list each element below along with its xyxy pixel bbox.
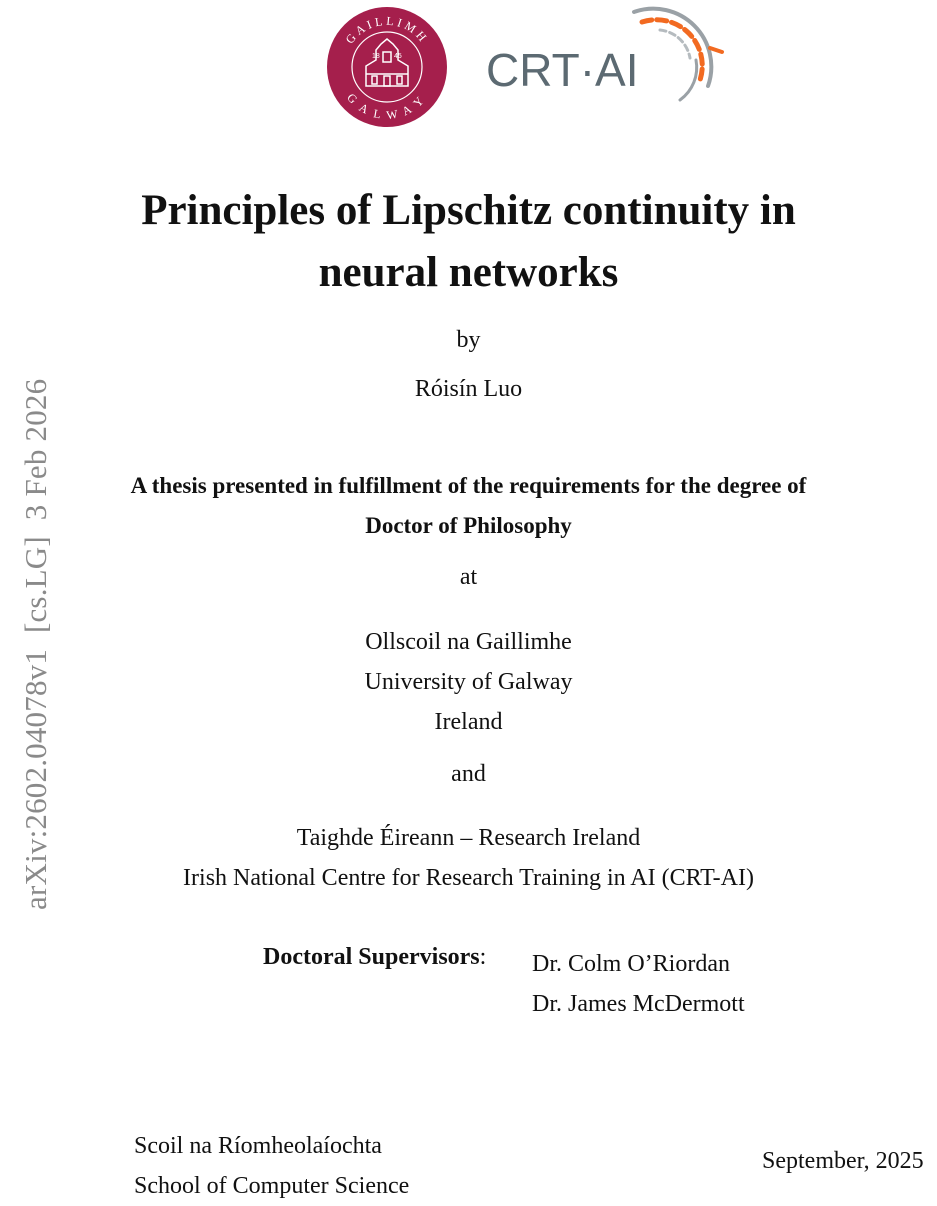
svg-text:GAILLIMH: GAILLIMH (342, 13, 432, 47)
svg-text:45: 45 (394, 53, 402, 60)
title-line-1: Principles of Lipschitz continuity in (141, 187, 796, 234)
institution-research (0, 818, 937, 898)
supervisors-label: Doctoral Supervisors: (263, 944, 487, 970)
arxiv-identifier: arXiv:2602.04078v1 [cs.LG] 3 Feb 2026 (18, 378, 53, 910)
institution-university (0, 622, 937, 742)
research-centre: Irish National Centre for Research Training in AI (CRT-AI) (183, 865, 754, 891)
school-name (134, 1126, 409, 1206)
by-text: by (456, 327, 481, 353)
thesis-title (0, 180, 937, 304)
thesis-statement-line-1: A thesis presented in fulfillment of the requirements for the degree of (130, 473, 807, 498)
svg-text:CRT·AI: CRT·AI (486, 44, 639, 96)
svg-text:GALWAY: GALWAY (344, 90, 430, 123)
university-of-galway-logo (326, 6, 448, 128)
school-english-name: School of Computer Science (134, 1173, 410, 1199)
school-irish-name: Scoil na Ríomheolaíochta (134, 1133, 382, 1159)
submission-date: September, 2025 (762, 1148, 924, 1174)
supervisor-list (532, 944, 745, 1024)
svg-text:18: 18 (372, 53, 380, 60)
supervisor-name: Dr. Colm O’Riordan (532, 951, 730, 977)
at-text: at (459, 564, 478, 590)
supervisor-name: Dr. James McDermott (532, 991, 745, 1017)
author-name: Róisín Luo (414, 376, 523, 402)
funding-body: Taighde Éireann – Research Ireland (296, 825, 641, 851)
thesis-degree: Doctor of Philosophy (365, 513, 572, 538)
and-text: and (451, 761, 486, 787)
thesis-statement (0, 466, 937, 546)
institution-english-name: University of Galway (364, 669, 573, 695)
title-line-2: neural networks (318, 249, 619, 296)
crt-ai-logo (484, 0, 728, 122)
institution-irish-name: Ollscoil na Gaillimhe (365, 629, 572, 655)
institution-country: Ireland (434, 709, 503, 735)
